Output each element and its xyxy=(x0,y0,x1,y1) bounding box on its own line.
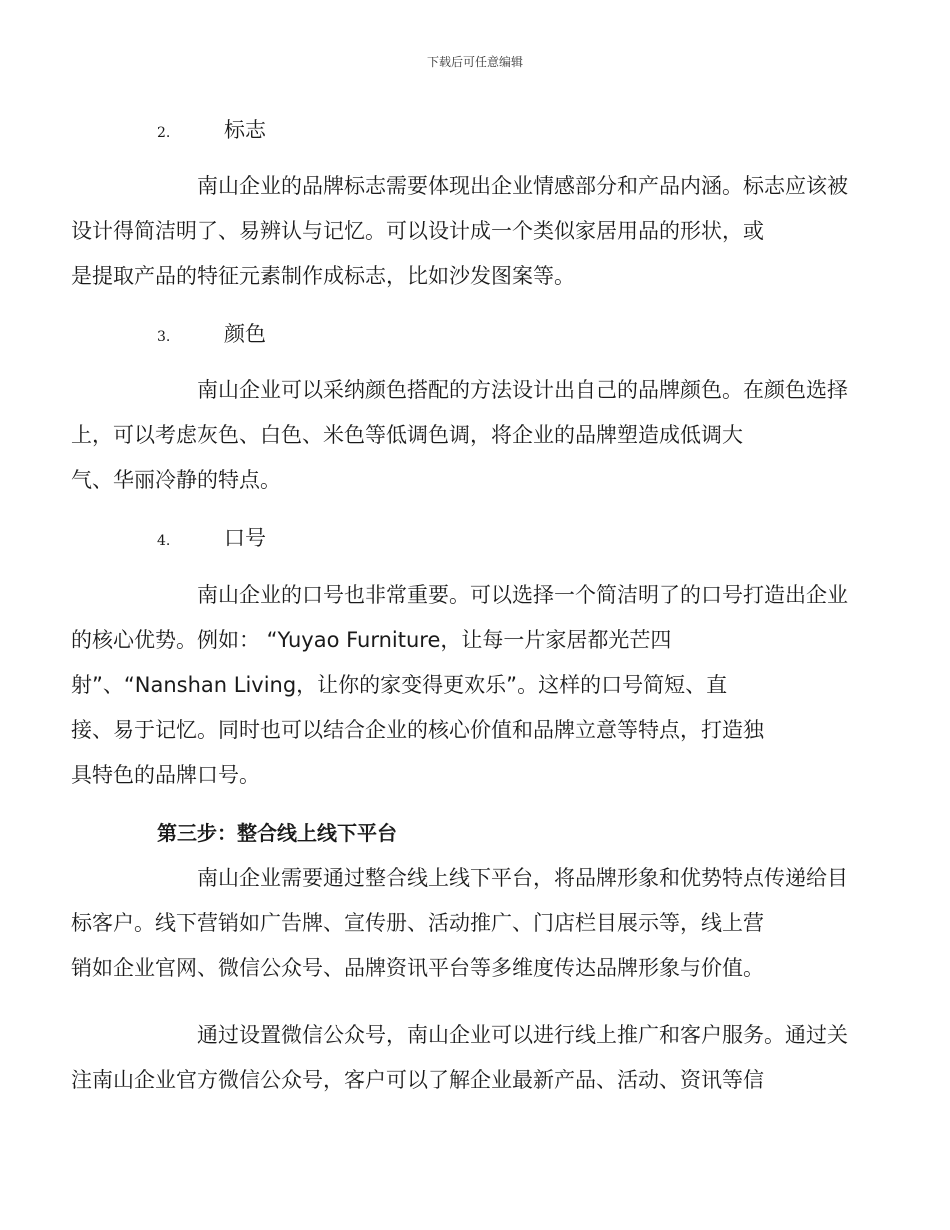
paragraph-step-1 xyxy=(71,856,848,991)
section-number: 2. xyxy=(157,125,171,141)
section-number: 3. xyxy=(157,329,171,345)
text-line: 南山企业可以采纳颜色搭配的方法设计出自己的品牌颜色。在颜色选择 xyxy=(197,378,848,402)
text-line: 射”、“Nanshan Living，让你的家变得更欢乐”。这样的口号简短、直 xyxy=(71,673,728,697)
text-line: 具特色的品牌口号。 xyxy=(71,763,260,787)
text-line: 上，可以考虑灰色、白色、米色等低调色调，将企业的品牌塑造成低调大 xyxy=(71,423,743,447)
text-line: 通过设置微信公众号，南山企业可以进行线上推广和客户服务。通过关 xyxy=(197,1023,848,1047)
section-title: 口号 xyxy=(224,526,266,550)
text-line: 南山企业的品牌标志需要体现出企业情感部分和产品内涵。标志应该被 xyxy=(197,174,848,198)
section-heading-color xyxy=(157,320,266,351)
text-line: 是提取产品的特征元素制作成标志，比如沙发图案等。 xyxy=(71,264,575,288)
section-heading-slogan xyxy=(157,524,266,555)
paragraph-slogan xyxy=(71,573,848,798)
text-line: 南山企业需要通过整合线上线下平台，将品牌形象和优势特点传递给目 xyxy=(197,866,848,890)
paragraph-logo xyxy=(71,164,848,299)
text-line: 的核心优势。例如： “Yuyao Furniture，让每一片家居都光芒四 xyxy=(71,628,672,652)
step-heading: 第三步：整合线上线下平台 xyxy=(157,821,397,845)
page-header: 下载后可任意编辑 xyxy=(426,55,523,69)
text-line: 气、华丽冷静的特点。 xyxy=(71,468,281,492)
text-line: 接、易于记忆。同时也可以结合企业的核心价值和品牌立意等特点，打造独 xyxy=(71,718,764,742)
text-line: 设计得简洁明了、易辨认与记忆。可以设计成一个类似家居用品的形状，或 xyxy=(71,219,764,243)
section-title: 颜色 xyxy=(224,322,266,346)
paragraph-color xyxy=(71,368,848,503)
text-line: 标客户。线下营销如广告牌、宣传册、活动推广、门店栏目展示等，线上营 xyxy=(71,911,764,935)
text-line: 南山企业的口号也非常重要。可以选择一个简洁明了的口号打造出企业 xyxy=(197,583,848,607)
text-line: 销如企业官网、微信公众号、品牌资讯平台等多维度传达品牌形象与价值。 xyxy=(71,956,764,980)
section-title: 标志 xyxy=(224,118,266,142)
paragraph-step-2 xyxy=(71,1013,848,1103)
section-number: 4. xyxy=(157,533,171,549)
section-heading-logo xyxy=(157,116,266,147)
text-line: 注南山企业官方微信公众号，客户可以了解企业最新产品、活动、资讯等信 xyxy=(71,1068,764,1092)
